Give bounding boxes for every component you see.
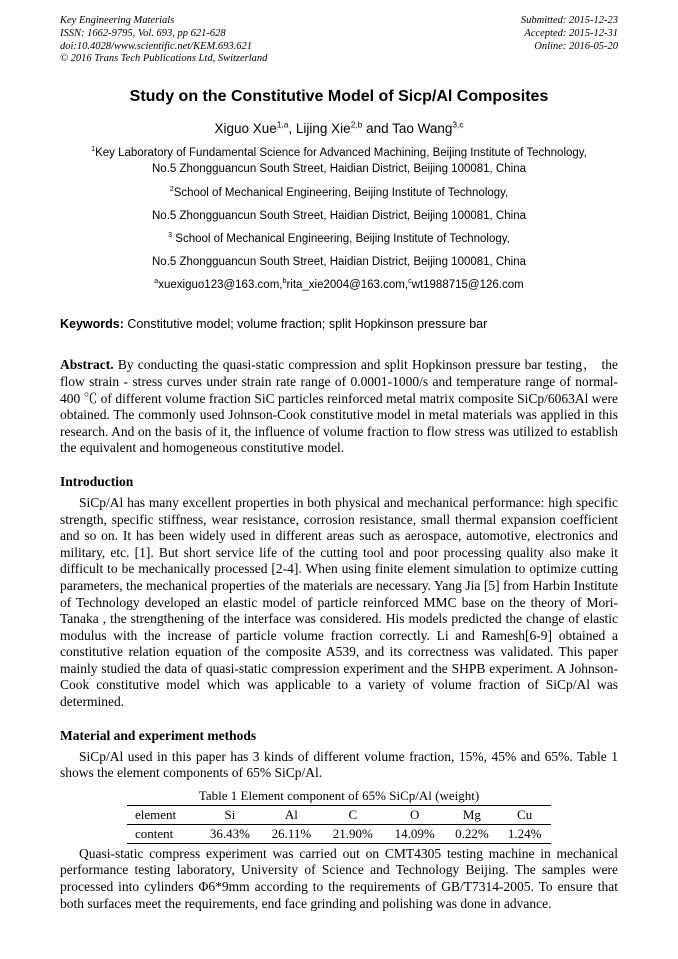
online-date: Online: 2016-05-20: [534, 40, 618, 52]
table-content-cell: 0.22%: [446, 824, 499, 843]
affiliation-1-superscript: 1: [91, 145, 96, 154]
table-header-cell: Si: [199, 805, 261, 824]
journal-doi: doi:10.4028/www.scientific.net/KEM.693.621: [60, 40, 252, 52]
affiliation-1-line-2: [60, 162, 618, 177]
table-header-cell: O: [384, 805, 446, 824]
abstract-paragraph: [60, 357, 618, 457]
table-content-cell: 21.90%: [322, 824, 384, 843]
table-header-cell: Mg: [446, 805, 499, 824]
keywords-label: Keywords:: [60, 317, 124, 332]
element-components-table: [127, 805, 551, 844]
affiliation-1-text: Key Laboratory of Fundamental Science for Advanced Machining, Beijing Institute of Technology,: [95, 147, 587, 160]
journal-header: [60, 15, 618, 66]
submission-dates: [521, 15, 618, 66]
submitted-date: Submitted: 2015-12-23: [520, 15, 618, 26]
author-1-name: Xiguo Xue: [214, 121, 277, 137]
affiliation-3-line-2: [60, 255, 618, 270]
material-paragraph-2: Quasi-static compress experiment was carried out on CMT4305 testing machine in mechanical performance testing laboratory, University of Science and Technology Beijing. The samples were processed into cylinders Φ6*9mm according to the requirements of GB/T7314-2005. To ensure that both surfaces meet the requirements, end face grinding and polishing was done in advance.: [60, 845, 618, 911]
journal-issn-volume: ISSN: 1662-9795, Vol. 693, pp 621-628: [60, 27, 226, 39]
affiliation-3-line-1: [60, 232, 618, 247]
keywords-line: [60, 317, 618, 331]
affiliation-1-line-1: [60, 146, 618, 161]
table-header-cell: C: [322, 805, 384, 824]
abstract-label: Abstract.: [60, 357, 114, 373]
table-content-cell: 36.43%: [199, 824, 261, 843]
table-header-cell: Al: [261, 805, 322, 824]
author-emails-line: [60, 278, 618, 293]
author-2-superscript: 2,b: [350, 119, 363, 130]
journal-info: [60, 15, 267, 66]
affiliation-3-superscript: 3: [168, 231, 173, 240]
table-content-cell: 1.24%: [498, 824, 551, 843]
author-2-name: Lijing Xie: [295, 121, 351, 137]
keywords-text: Constitutive model; volume fraction; split Hopkinson pressure bar: [127, 317, 488, 332]
table-content-cell: content: [127, 824, 199, 843]
affiliation-2-text: School of Mechanical Engineering, Beijing Institute of Technology,: [173, 186, 509, 199]
abstract-text: By conducting the quasi-static compression and split Hopkinson pressure bar testing， the flow strain - stress curves under strain rate range of 0.0001-1000/s and temperature range of normal-400 ℃ of different volume fraction SiC particles reinforced metal matrix composite SiCp/6063Al were obtained. The commonly used Johnson-Cook constitutive model in metal materials was applied in this research. And on the basis of it, the influence of volume fraction to flow stress was utilized to establish the equivalent and homogeneous constitutive model.: [60, 357, 619, 456]
author-separator-1: ,: [288, 121, 296, 137]
author-separator-2: and: [362, 121, 393, 137]
authors-line: [60, 121, 618, 136]
table-content-cell: 14.09%: [384, 824, 446, 843]
email-2-superscript: b: [282, 277, 287, 286]
journal-copyright: © 2016 Trans Tech Publications Ltd, Switzerland: [60, 53, 268, 65]
email-1: xuexiguo123@163.com,: [158, 279, 283, 292]
affiliation-2-superscript: 2: [169, 184, 174, 193]
email-1-superscript: a: [154, 277, 159, 286]
table-content-cell: 26.11%: [261, 824, 322, 843]
introduction-heading: Introduction: [60, 473, 134, 489]
table-header-row: [127, 805, 551, 824]
author-1-superscript: 1,a: [276, 119, 289, 130]
email-3: wt1988715@126.com: [411, 279, 524, 292]
journal-name: Key Engineering Materials: [60, 15, 175, 26]
affiliation-3-text: School of Mechanical Engineering, Beijing Institute of Technology,: [172, 232, 510, 245]
affiliation-1-address: No.5 Zhongguancun South Street, Haidian District, Beijing 100081, China: [152, 163, 526, 176]
material-methods-heading: Material and experiment methods: [60, 727, 257, 743]
accepted-date: Accepted: 2015-12-31: [524, 27, 618, 39]
email-3-superscript: c: [408, 277, 412, 286]
affiliation-2-line-1: [60, 186, 618, 201]
table-content-row: [127, 824, 551, 843]
email-2: rita_xie2004@163.com,: [286, 279, 409, 292]
affiliations-block: [60, 146, 618, 293]
material-paragraph-1: SiCp/Al used in this paper has 3 kinds of different volume fraction, 15%, 45% and 65%. Table 1 shows the element components of 65% SiCp/Al.: [60, 748, 618, 781]
paper-title: Study on the Constitutive Model of Sicp/Al Composites: [129, 88, 549, 106]
affiliation-2-line-2: [60, 209, 618, 224]
affiliation-2-address: No.5 Zhongguancun South Street, Haidian District, Beijing 100081, China: [152, 209, 526, 222]
affiliation-3-address: No.5 Zhongguancun South Street, Haidian District, Beijing 100081, China: [152, 256, 526, 269]
table-header-cell: element: [127, 805, 199, 824]
table-caption: Table 1 Element component of 65% SiCp/Al (weight): [198, 787, 480, 803]
author-3-name: Tao Wang: [392, 121, 453, 137]
table-header-cell: Cu: [498, 805, 551, 824]
author-3-superscript: 3,c: [452, 119, 464, 130]
introduction-paragraph: SiCp/Al has many excellent properties in both physical and mechanical performance: high specific strength, specific stiffness, wear resistance, corrosion resistance, small thermal expansion coefficient and so on. It has been widely used in different areas such as aerospace, automotive, electronics and military, etc. [1]. But short service life of the cutting tool and poor processing quality also make it difficult to be mechanically processed [2-4]. When using finite element simulation to optimize cutting parameters, the mechanical properties of the materials are necessary. Yang Jia [5] from Harbin Institute of Technology developed an elastic model of particle reinforced MMC base on the theory of Mori-Tanaka , the strengthening of the interface was considered. His models predicted the change of elastic modulus with the increase of particle volume fraction correctly. Li and Ramesh[6-9] obtained a constitutive relation equation of the composite A539, and its correctness was validated. This paper mainly studied the data of quasi-static compression experiment and the SHPB experiment. A Johnson-Cook constitutive model which was applicable to a variety of volume fraction of SiCp/Al was determined.: [60, 494, 618, 710]
